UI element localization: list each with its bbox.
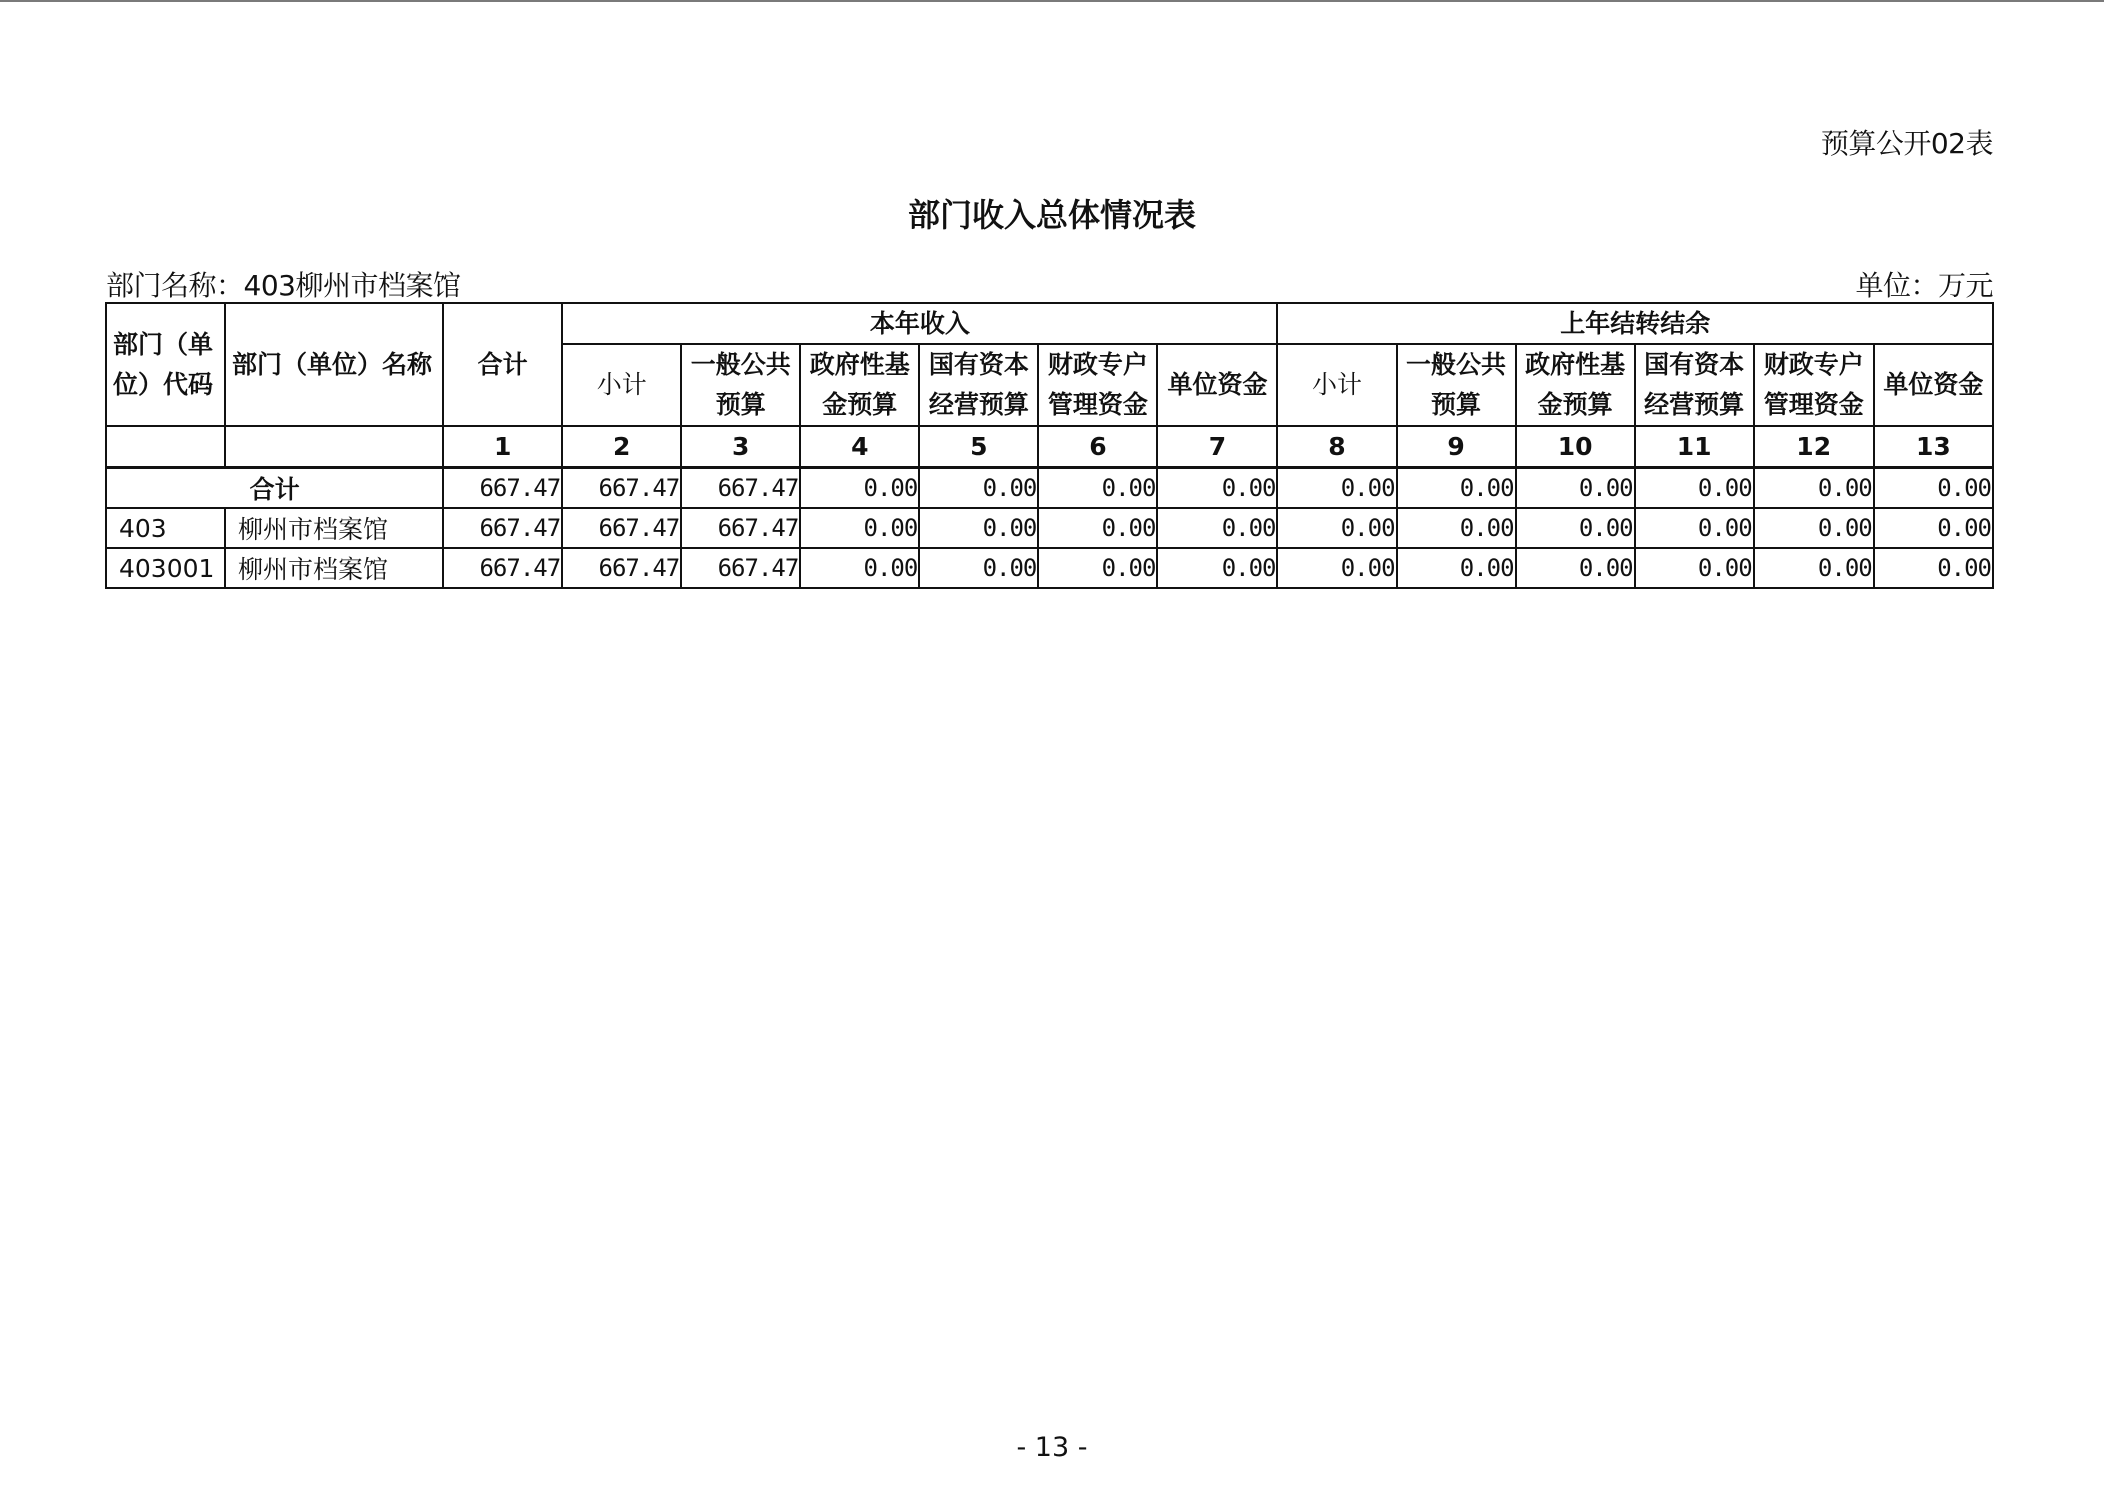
column-number: 13 — [1874, 426, 1993, 468]
unit-code-cell: 403001 — [106, 548, 225, 588]
value-cell: 0.00 — [1157, 548, 1277, 588]
header-unit-funds: 单位资金 — [1157, 344, 1277, 426]
unit-name-cell: 柳州市档案馆 — [225, 508, 443, 548]
total-cell: 0.00 — [919, 468, 1038, 509]
total-cell: 667.47 — [443, 468, 562, 509]
header-gov-fund-budget: 政府性基金预算 — [1516, 344, 1635, 426]
column-number: 5 — [919, 426, 1038, 468]
column-number: 7 — [1157, 426, 1277, 468]
income-table — [105, 302, 1994, 589]
column-number: 2 — [562, 426, 681, 468]
header-gov-fund-budget: 政府性基金预算 — [800, 344, 919, 426]
value-cell: 0.00 — [800, 508, 919, 548]
header-state-capital-budget: 国有资本经营预算 — [919, 344, 1038, 426]
header-subtotal: 小计 — [1277, 344, 1396, 426]
header-unit-funds: 单位资金 — [1874, 344, 1993, 426]
total-cell: 0.00 — [1397, 468, 1516, 509]
unit-label: 单位：万元 — [1855, 269, 1993, 302]
column-number: 8 — [1277, 426, 1396, 468]
value-cell: 0.00 — [1516, 548, 1635, 588]
value-cell: 0.00 — [1874, 508, 1993, 548]
column-number: 3 — [681, 426, 800, 468]
page-top-border — [0, 0, 2104, 2]
value-cell: 667.47 — [443, 508, 562, 548]
value-cell: 0.00 — [1277, 548, 1396, 588]
total-cell: 0.00 — [1157, 468, 1277, 509]
total-cell: 0.00 — [1038, 468, 1157, 509]
value-cell: 667.47 — [562, 508, 681, 548]
value-cell: 0.00 — [1038, 508, 1157, 548]
header-name: 部门（单位）名称 — [225, 303, 443, 426]
header-group-current-year: 本年收入 — [562, 303, 1277, 344]
column-number: 1 — [443, 426, 562, 468]
header-fiscal-account-funds: 财政专户管理资金 — [1754, 344, 1874, 426]
value-cell: 0.00 — [1397, 548, 1516, 588]
value-cell: 0.00 — [1635, 508, 1754, 548]
value-cell: 0.00 — [919, 548, 1038, 588]
value-cell: 0.00 — [1038, 548, 1157, 588]
value-cell: 667.47 — [681, 508, 800, 548]
document-title: 部门收入总体情况表 — [907, 196, 1196, 234]
value-cell: 667.47 — [443, 548, 562, 588]
value-cell: 0.00 — [1874, 548, 1993, 588]
page-number: - 13 - — [1016, 1432, 1088, 1463]
total-cell: 0.00 — [1516, 468, 1635, 509]
value-cell: 0.00 — [1157, 508, 1277, 548]
value-cell: 667.47 — [681, 548, 800, 588]
header-general-budget: 一般公共预算 — [681, 344, 800, 426]
column-number: 6 — [1038, 426, 1157, 468]
column-number: 10 — [1516, 426, 1635, 468]
unit-code-cell: 403 — [106, 508, 225, 548]
header-code-continued — [106, 426, 225, 468]
header-general-budget: 一般公共预算 — [1397, 344, 1516, 426]
header-subtotal: 小计 — [562, 344, 681, 426]
table-row-total — [106, 468, 1993, 509]
total-cell: 0.00 — [1635, 468, 1754, 509]
value-cell: 0.00 — [1397, 508, 1516, 548]
total-cell: 0.00 — [1754, 468, 1874, 509]
total-cell: 667.47 — [681, 468, 800, 509]
form-code: 预算公开02表 — [1820, 127, 1993, 160]
value-cell: 0.00 — [919, 508, 1038, 548]
total-cell: 667.47 — [562, 468, 681, 509]
total-cell: 0.00 — [1277, 468, 1396, 509]
header-code: 部门（单位）代码 — [106, 303, 225, 426]
total-cell: 0.00 — [800, 468, 919, 509]
department-name-label: 部门名称：403柳州市档案馆 — [106, 269, 461, 302]
header-total: 合计 — [443, 303, 562, 426]
value-cell: 0.00 — [1754, 548, 1874, 588]
column-number: 9 — [1397, 426, 1516, 468]
value-cell: 0.00 — [1277, 508, 1396, 548]
value-cell: 0.00 — [1516, 508, 1635, 548]
value-cell: 667.47 — [562, 548, 681, 588]
value-cell: 0.00 — [1635, 548, 1754, 588]
column-number: 4 — [800, 426, 919, 468]
header-row-groups — [106, 303, 1993, 344]
table-row — [106, 508, 1993, 548]
header-state-capital-budget: 国有资本经营预算 — [1635, 344, 1754, 426]
header-row-column-numbers — [106, 426, 1993, 468]
header-fiscal-account-funds: 财政专户管理资金 — [1038, 344, 1157, 426]
total-cell: 0.00 — [1874, 468, 1993, 509]
column-number: 11 — [1635, 426, 1754, 468]
total-row-label: 合计 — [106, 468, 443, 509]
header-name-continued — [225, 426, 443, 468]
value-cell: 0.00 — [1754, 508, 1874, 548]
unit-name-cell: 柳州市档案馆 — [225, 548, 443, 588]
table-row — [106, 548, 1993, 588]
header-group-prior-carryover: 上年结转结余 — [1277, 303, 1993, 344]
column-number: 12 — [1754, 426, 1874, 468]
value-cell: 0.00 — [800, 548, 919, 588]
